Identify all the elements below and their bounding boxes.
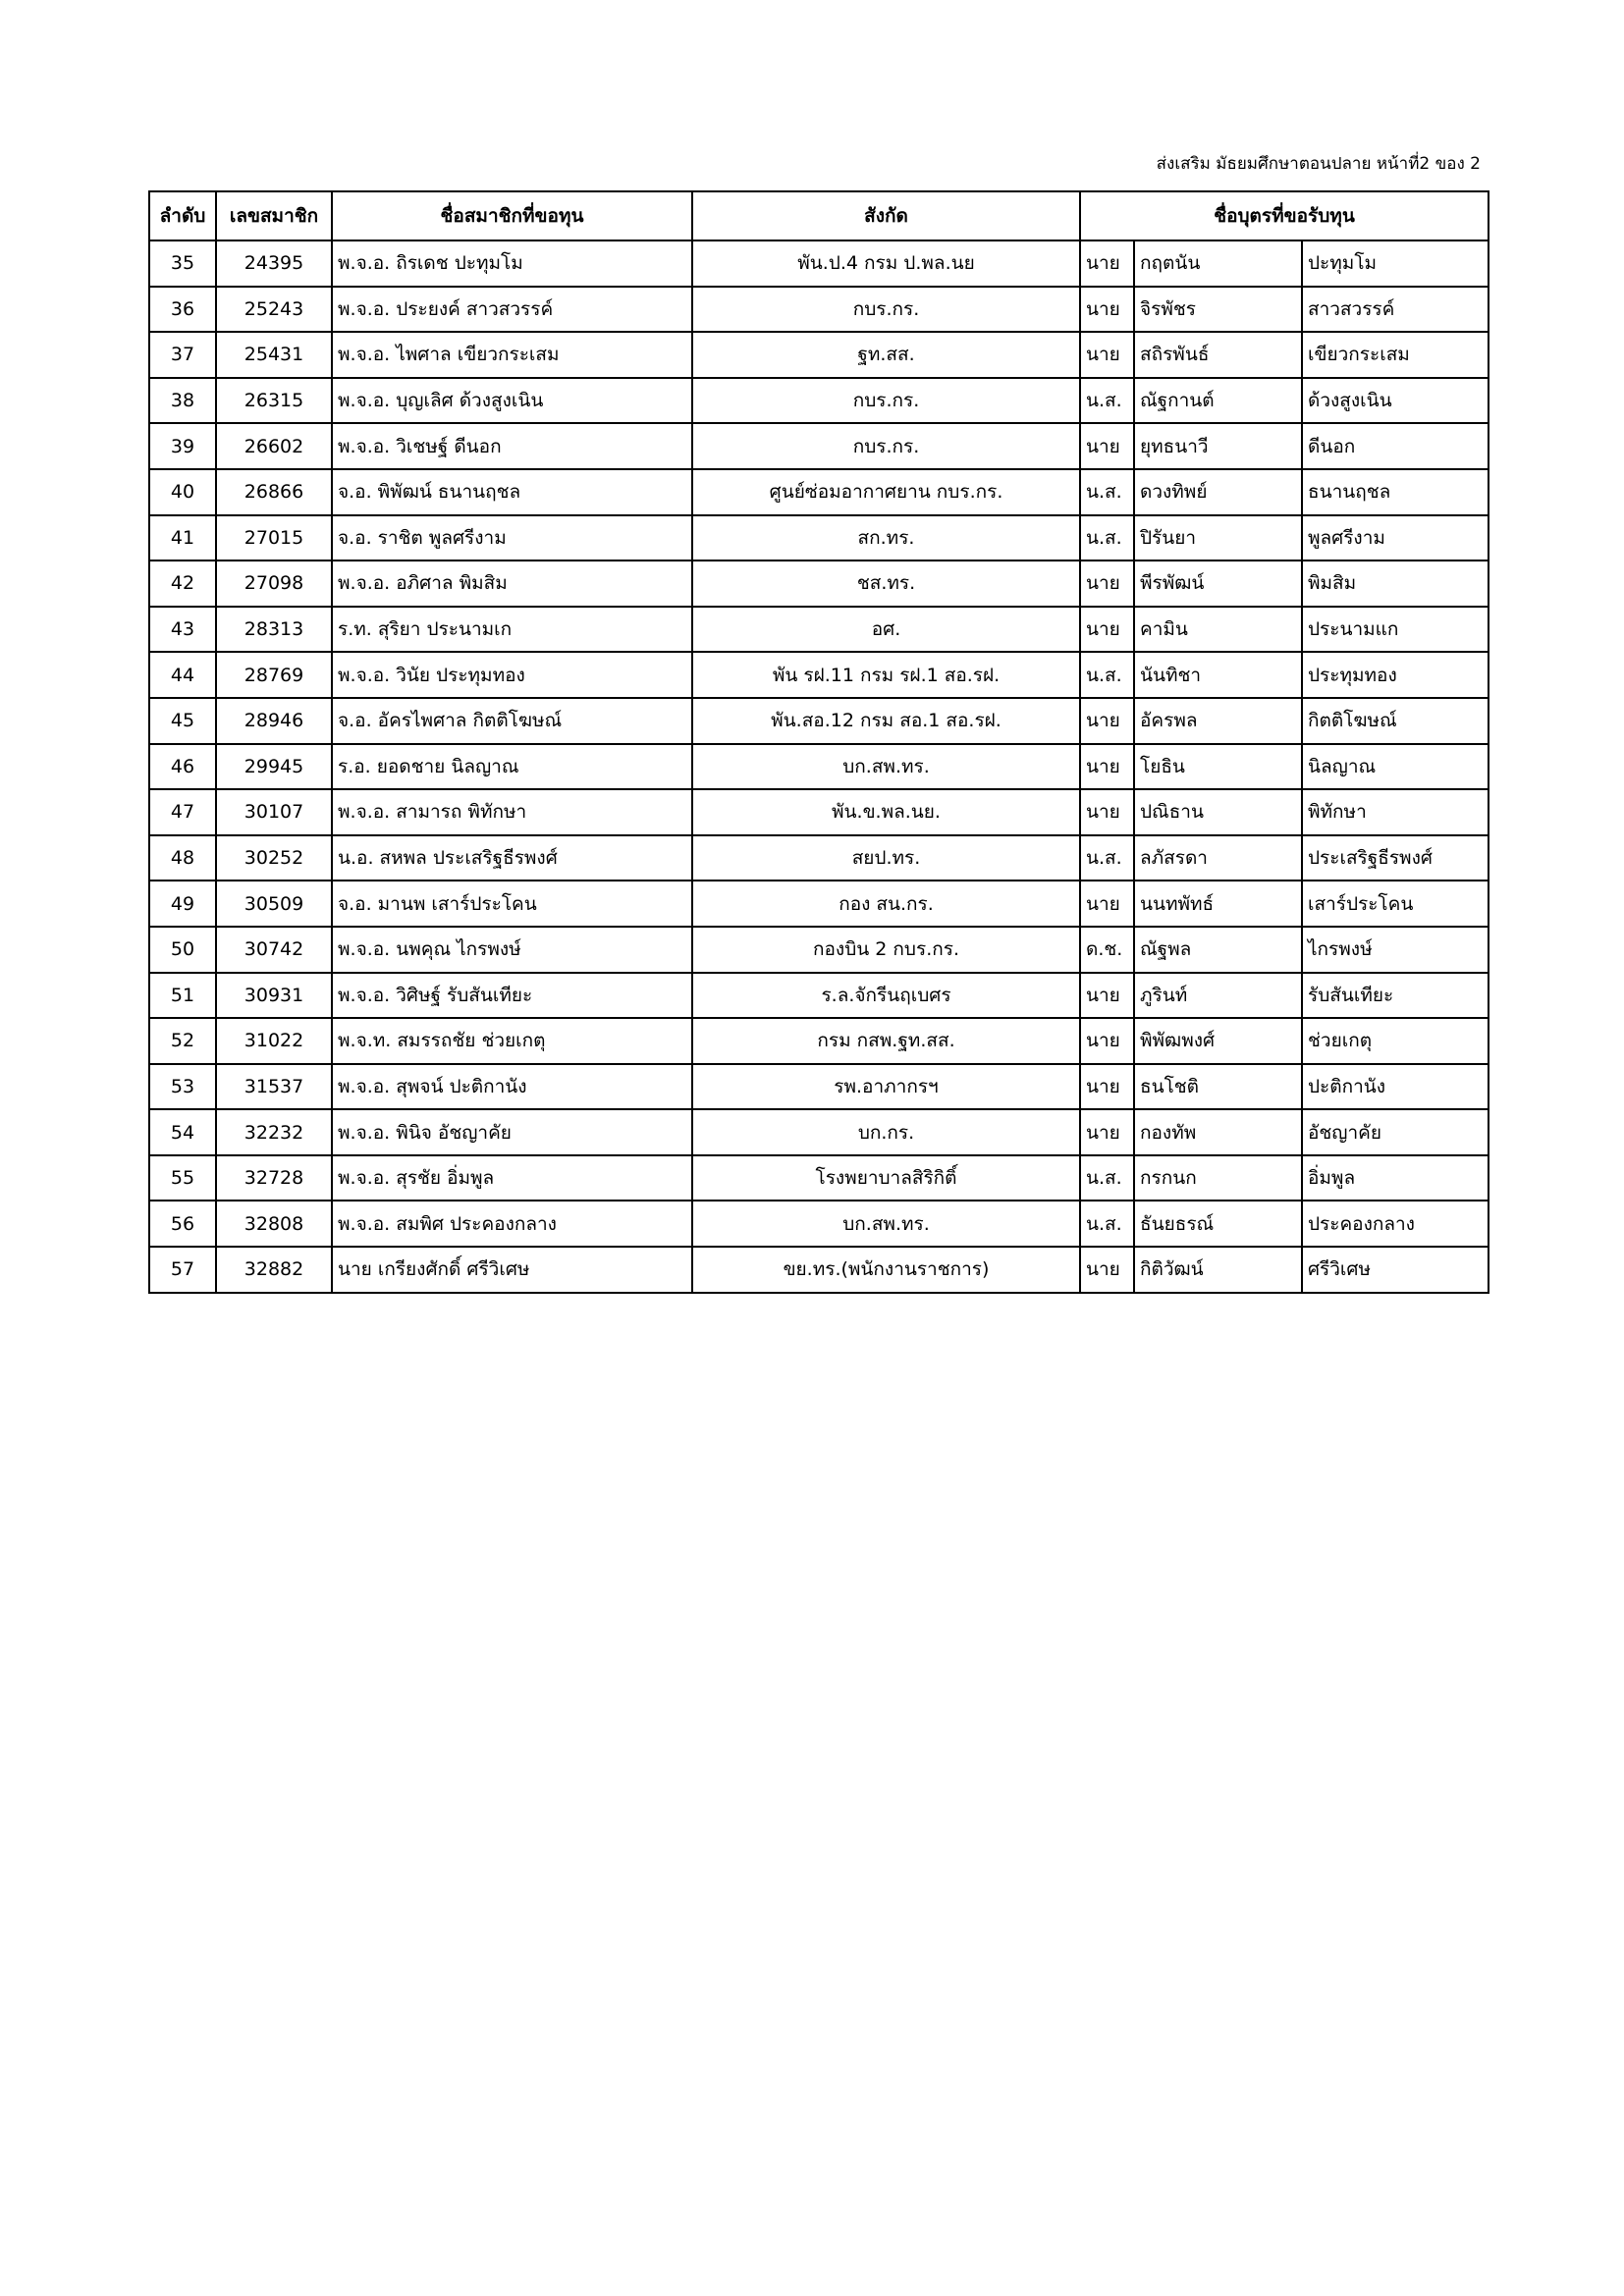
cell-unit: รพ.อาภากรฯ bbox=[692, 1064, 1080, 1110]
cell-member-no: 30252 bbox=[216, 835, 332, 881]
cell-child-prefix: นาย bbox=[1080, 1064, 1134, 1110]
table-row bbox=[149, 835, 1489, 881]
table-row bbox=[149, 515, 1489, 561]
cell-seq: 37 bbox=[149, 332, 216, 378]
cell-unit: พัน.ป.4 กรม ป.พล.นย bbox=[692, 240, 1080, 287]
cell-seq: 36 bbox=[149, 287, 216, 333]
header-member-name: ชื่อสมาชิกที่ขอทุน bbox=[332, 191, 692, 240]
cell-child-first-name: อัครพล bbox=[1134, 698, 1302, 744]
cell-unit: ฐท.สส. bbox=[692, 332, 1080, 378]
cell-member-no: 25243 bbox=[216, 287, 332, 333]
cell-child-prefix: นาย bbox=[1080, 332, 1134, 378]
table-row bbox=[149, 240, 1489, 287]
cell-unit: บก.สพ.ทร. bbox=[692, 1201, 1080, 1247]
cell-child-first-name: ยุทธนาวี bbox=[1134, 423, 1302, 469]
cell-member-name: พ.จ.อ. วิศิษฐ์ รับสันเทียะ bbox=[332, 973, 692, 1019]
cell-child-first-name: ดวงทิพย์ bbox=[1134, 469, 1302, 515]
cell-child-last-name: ปะติกานัง bbox=[1302, 1064, 1489, 1110]
cell-member-no: 24395 bbox=[216, 240, 332, 287]
cell-member-name: พ.จ.อ. ประยงค์ สาวสวรรค์ bbox=[332, 287, 692, 333]
cell-child-prefix: น.ส. bbox=[1080, 515, 1134, 561]
header-child-name: ชื่อบุตรที่ขอรับทุน bbox=[1080, 191, 1489, 240]
cell-member-no: 32232 bbox=[216, 1109, 332, 1155]
cell-child-first-name: กรกนก bbox=[1134, 1155, 1302, 1201]
cell-child-last-name: อิ่มพูล bbox=[1302, 1155, 1489, 1201]
cell-child-prefix: น.ส. bbox=[1080, 1201, 1134, 1247]
page-header: ส่งเสริม มัธยมศึกษาตอนปลาย หน้าที่2 ของ 2 bbox=[1156, 154, 1481, 174]
cell-child-prefix: นาย bbox=[1080, 1109, 1134, 1155]
cell-child-prefix: ด.ช. bbox=[1080, 927, 1134, 973]
cell-child-last-name: กิตติโฆษณ์ bbox=[1302, 698, 1489, 744]
cell-member-no: 26866 bbox=[216, 469, 332, 515]
cell-member-name: นาย เกรียงศักดิ์ ศรีวิเศษ bbox=[332, 1247, 692, 1293]
header-member-no: เลขสมาชิก bbox=[216, 191, 332, 240]
cell-unit: สก.ทร. bbox=[692, 515, 1080, 561]
cell-member-name: ร.ท. สุริยา ประนามเก bbox=[332, 607, 692, 653]
cell-unit: โรงพยาบาลสิริกิติ์ bbox=[692, 1155, 1080, 1201]
cell-member-no: 26315 bbox=[216, 378, 332, 424]
cell-child-last-name: ธนานฤชล bbox=[1302, 469, 1489, 515]
cell-child-first-name: กองทัพ bbox=[1134, 1109, 1302, 1155]
cell-unit: กรม กสพ.ฐท.สส. bbox=[692, 1018, 1080, 1064]
cell-child-first-name: ณัฐพล bbox=[1134, 927, 1302, 973]
header-unit: สังกัด bbox=[692, 191, 1080, 240]
table-row bbox=[149, 332, 1489, 378]
cell-unit: ศูนย์ซ่อมอากาศยาน กบร.กร. bbox=[692, 469, 1080, 515]
cell-seq: 35 bbox=[149, 240, 216, 287]
cell-unit: กบร.กร. bbox=[692, 287, 1080, 333]
cell-unit: กบร.กร. bbox=[692, 378, 1080, 424]
cell-child-prefix: นาย bbox=[1080, 881, 1134, 927]
cell-child-prefix: นาย bbox=[1080, 240, 1134, 287]
cell-child-first-name: พีรพัฒน์ bbox=[1134, 561, 1302, 607]
cell-member-no: 31022 bbox=[216, 1018, 332, 1064]
cell-child-last-name: ประเสริฐธีรพงศ์ bbox=[1302, 835, 1489, 881]
cell-child-prefix: น.ส. bbox=[1080, 469, 1134, 515]
header-seq: ลำดับ bbox=[149, 191, 216, 240]
cell-child-first-name: พิพัฒพงศ์ bbox=[1134, 1018, 1302, 1064]
table-row bbox=[149, 652, 1489, 698]
cell-unit: สยป.ทร. bbox=[692, 835, 1080, 881]
cell-child-prefix: นาย bbox=[1080, 1247, 1134, 1293]
cell-child-prefix: น.ส. bbox=[1080, 378, 1134, 424]
cell-child-last-name: ดีนอก bbox=[1302, 423, 1489, 469]
table-header-row bbox=[149, 191, 1489, 240]
cell-child-last-name: พิมสิม bbox=[1302, 561, 1489, 607]
cell-child-last-name: ช่วยเกตุ bbox=[1302, 1018, 1489, 1064]
cell-seq: 43 bbox=[149, 607, 216, 653]
cell-member-no: 30742 bbox=[216, 927, 332, 973]
table-row bbox=[149, 423, 1489, 469]
table-row bbox=[149, 1201, 1489, 1247]
cell-member-name: พ.จ.อ. อภิศาล พิมสิม bbox=[332, 561, 692, 607]
table-row bbox=[149, 881, 1489, 927]
cell-child-prefix: น.ส. bbox=[1080, 1155, 1134, 1201]
cell-seq: 44 bbox=[149, 652, 216, 698]
cell-child-last-name: ประนามแก bbox=[1302, 607, 1489, 653]
cell-member-name: จ.อ. อัครไพศาล กิตติโฆษณ์ bbox=[332, 698, 692, 744]
cell-seq: 54 bbox=[149, 1109, 216, 1155]
cell-member-name: พ.จ.อ. สามารถ พิทักษา bbox=[332, 789, 692, 835]
cell-child-prefix: นาย bbox=[1080, 973, 1134, 1019]
cell-child-last-name: พิทักษา bbox=[1302, 789, 1489, 835]
table-row bbox=[149, 469, 1489, 515]
cell-child-first-name: สถิรพันธ์ bbox=[1134, 332, 1302, 378]
cell-child-last-name: ศรีวิเศษ bbox=[1302, 1247, 1489, 1293]
table-row bbox=[149, 698, 1489, 744]
cell-seq: 48 bbox=[149, 835, 216, 881]
cell-child-prefix: น.ส. bbox=[1080, 652, 1134, 698]
cell-child-first-name: ธนโชติ bbox=[1134, 1064, 1302, 1110]
cell-member-name: จ.อ. ราชิต พูลศรีงาม bbox=[332, 515, 692, 561]
cell-member-no: 30509 bbox=[216, 881, 332, 927]
cell-child-last-name: รับสันเทียะ bbox=[1302, 973, 1489, 1019]
cell-member-name: พ.จ.อ. สุรชัย อิ่มพูล bbox=[332, 1155, 692, 1201]
member-table bbox=[148, 190, 1489, 1294]
cell-unit: ขย.ทร.(พนักงานราชการ) bbox=[692, 1247, 1080, 1293]
cell-member-name: พ.จ.อ. บุญเลิศ ด้วงสูงเนิน bbox=[332, 378, 692, 424]
cell-member-name: พ.จ.ท. สมรรถชัย ช่วยเกตุ bbox=[332, 1018, 692, 1064]
cell-member-name: พ.จ.อ. นพคุณ ไกรพงษ์ bbox=[332, 927, 692, 973]
cell-member-name: พ.จ.อ. สุพจน์ ปะติกานัง bbox=[332, 1064, 692, 1110]
cell-unit: กบร.กร. bbox=[692, 423, 1080, 469]
cell-child-first-name: ณัฐกานต์ bbox=[1134, 378, 1302, 424]
cell-child-last-name: สาวสวรรค์ bbox=[1302, 287, 1489, 333]
cell-unit: บก.กร. bbox=[692, 1109, 1080, 1155]
cell-member-no: 32882 bbox=[216, 1247, 332, 1293]
cell-seq: 49 bbox=[149, 881, 216, 927]
cell-seq: 42 bbox=[149, 561, 216, 607]
cell-child-last-name: พูลศรีงาม bbox=[1302, 515, 1489, 561]
table-row bbox=[149, 1155, 1489, 1201]
table-row bbox=[149, 1018, 1489, 1064]
cell-seq: 56 bbox=[149, 1201, 216, 1247]
cell-member-no: 30931 bbox=[216, 973, 332, 1019]
table-row bbox=[149, 1064, 1489, 1110]
cell-child-first-name: กิติวัฒน์ bbox=[1134, 1247, 1302, 1293]
cell-seq: 52 bbox=[149, 1018, 216, 1064]
cell-unit: อศ. bbox=[692, 607, 1080, 653]
cell-member-no: 31537 bbox=[216, 1064, 332, 1110]
cell-member-no: 27015 bbox=[216, 515, 332, 561]
cell-member-no: 32808 bbox=[216, 1201, 332, 1247]
cell-child-prefix: นาย bbox=[1080, 607, 1134, 653]
table-row bbox=[149, 287, 1489, 333]
cell-seq: 55 bbox=[149, 1155, 216, 1201]
cell-member-name: จ.อ. พิพัฒน์ ธนานฤชล bbox=[332, 469, 692, 515]
cell-child-first-name: ปิรันยา bbox=[1134, 515, 1302, 561]
table-row bbox=[149, 789, 1489, 835]
cell-seq: 41 bbox=[149, 515, 216, 561]
cell-seq: 47 bbox=[149, 789, 216, 835]
cell-unit: กอง สน.กร. bbox=[692, 881, 1080, 927]
cell-child-prefix: นาย bbox=[1080, 744, 1134, 790]
cell-child-prefix: นาย bbox=[1080, 561, 1134, 607]
cell-member-no: 27098 bbox=[216, 561, 332, 607]
cell-seq: 51 bbox=[149, 973, 216, 1019]
cell-child-prefix: นาย bbox=[1080, 789, 1134, 835]
table-row bbox=[149, 378, 1489, 424]
cell-child-prefix: นาย bbox=[1080, 1018, 1134, 1064]
cell-unit: บก.สพ.ทร. bbox=[692, 744, 1080, 790]
cell-seq: 45 bbox=[149, 698, 216, 744]
cell-member-no: 30107 bbox=[216, 789, 332, 835]
cell-child-first-name: คามิน bbox=[1134, 607, 1302, 653]
cell-child-first-name: ภูรินท์ bbox=[1134, 973, 1302, 1019]
table-row bbox=[149, 561, 1489, 607]
cell-child-last-name: นิลญาณ bbox=[1302, 744, 1489, 790]
cell-member-no: 28313 bbox=[216, 607, 332, 653]
cell-member-no: 28946 bbox=[216, 698, 332, 744]
cell-child-last-name: ประทุมทอง bbox=[1302, 652, 1489, 698]
cell-child-last-name: ประคองกลาง bbox=[1302, 1201, 1489, 1247]
cell-seq: 39 bbox=[149, 423, 216, 469]
cell-unit: พัน.ข.พล.นย. bbox=[692, 789, 1080, 835]
cell-seq: 53 bbox=[149, 1064, 216, 1110]
cell-member-name: พ.จ.อ. วิเชษฐ์ ดีนอก bbox=[332, 423, 692, 469]
cell-child-first-name: กฤตนัน bbox=[1134, 240, 1302, 287]
cell-seq: 38 bbox=[149, 378, 216, 424]
table-row bbox=[149, 973, 1489, 1019]
cell-child-first-name: ธันยธรณ์ bbox=[1134, 1201, 1302, 1247]
table-row bbox=[149, 927, 1489, 973]
cell-child-first-name: จิรพัชร bbox=[1134, 287, 1302, 333]
cell-seq: 50 bbox=[149, 927, 216, 973]
table-row bbox=[149, 744, 1489, 790]
cell-child-last-name: ไกรพงษ์ bbox=[1302, 927, 1489, 973]
cell-child-last-name: ปะทุมโม bbox=[1302, 240, 1489, 287]
cell-member-name: พ.จ.อ. วินัย ประทุมทอง bbox=[332, 652, 692, 698]
cell-member-name: จ.อ. มานพ เสาร์ประโคน bbox=[332, 881, 692, 927]
cell-child-prefix: น.ส. bbox=[1080, 835, 1134, 881]
table-body bbox=[149, 240, 1489, 1293]
cell-child-last-name: เขียวกระเสม bbox=[1302, 332, 1489, 378]
cell-member-name: ร.อ. ยอดชาย นิลญาณ bbox=[332, 744, 692, 790]
cell-child-prefix: นาย bbox=[1080, 287, 1134, 333]
table-row bbox=[149, 1247, 1489, 1293]
cell-unit: ชส.ทร. bbox=[692, 561, 1080, 607]
cell-child-last-name: อัชญาคัย bbox=[1302, 1109, 1489, 1155]
cell-unit: พัน.สอ.12 กรม สอ.1 สอ.รฝ. bbox=[692, 698, 1080, 744]
cell-child-prefix: นาย bbox=[1080, 423, 1134, 469]
cell-seq: 57 bbox=[149, 1247, 216, 1293]
cell-seq: 40 bbox=[149, 469, 216, 515]
cell-member-no: 28769 bbox=[216, 652, 332, 698]
cell-seq: 46 bbox=[149, 744, 216, 790]
cell-unit: กองบิน 2 กบร.กร. bbox=[692, 927, 1080, 973]
table-row bbox=[149, 607, 1489, 653]
cell-unit: ร.ล.จักรีนฤเบศร bbox=[692, 973, 1080, 1019]
cell-child-first-name: โยธิน bbox=[1134, 744, 1302, 790]
cell-child-first-name: นันทิชา bbox=[1134, 652, 1302, 698]
cell-child-prefix: นาย bbox=[1080, 698, 1134, 744]
table-row bbox=[149, 1109, 1489, 1155]
cell-member-no: 25431 bbox=[216, 332, 332, 378]
cell-member-no: 26602 bbox=[216, 423, 332, 469]
cell-unit: พัน รฝ.11 กรม รฝ.1 สอ.รฝ. bbox=[692, 652, 1080, 698]
cell-child-last-name: ด้วงสูงเนิน bbox=[1302, 378, 1489, 424]
cell-member-no: 32728 bbox=[216, 1155, 332, 1201]
cell-child-first-name: ปณิธาน bbox=[1134, 789, 1302, 835]
cell-child-first-name: นนทพัทธ์ bbox=[1134, 881, 1302, 927]
cell-member-name: พ.จ.อ. ถิรเดช ปะทุมโม bbox=[332, 240, 692, 287]
cell-member-no: 29945 bbox=[216, 744, 332, 790]
cell-child-last-name: เสาร์ประโคน bbox=[1302, 881, 1489, 927]
cell-member-name: พ.จ.อ. พินิจ อัชญาคัย bbox=[332, 1109, 692, 1155]
cell-member-name: พ.จ.อ. ไพศาล เขียวกระเสม bbox=[332, 332, 692, 378]
cell-member-name: น.อ. สหพล ประเสริฐธีรพงศ์ bbox=[332, 835, 692, 881]
cell-child-first-name: ลภัสรดา bbox=[1134, 835, 1302, 881]
cell-member-name: พ.จ.อ. สมพิศ ประคองกลาง bbox=[332, 1201, 692, 1247]
